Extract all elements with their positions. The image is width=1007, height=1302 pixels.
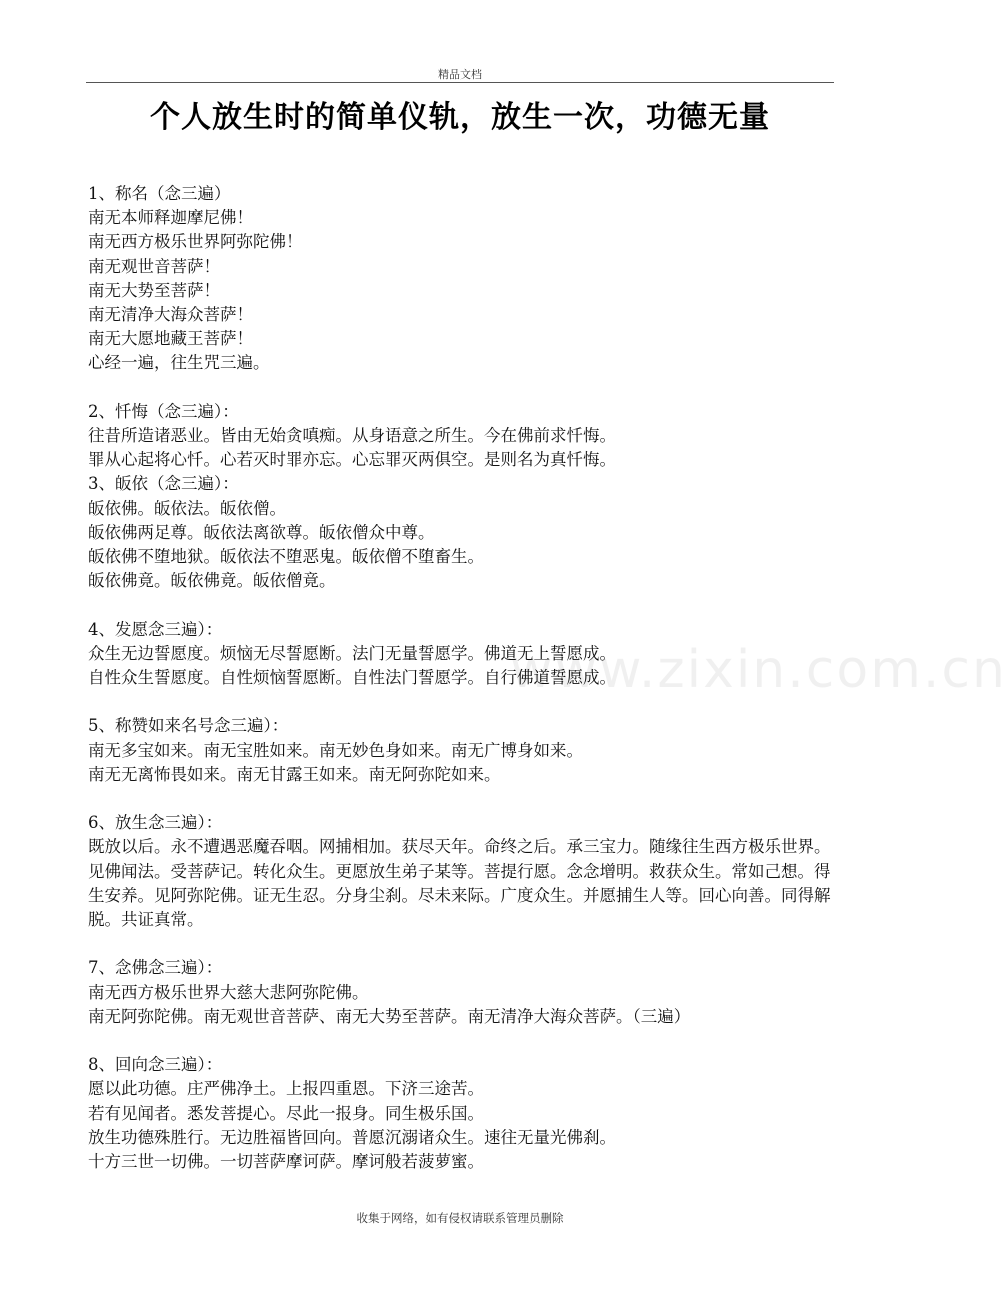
section-5 xyxy=(88,714,838,787)
section-1 xyxy=(88,182,838,376)
section-8 xyxy=(88,1053,838,1174)
text-line: 南无西方极乐世界阿弥陀佛！ xyxy=(88,232,303,252)
section-heading: 2、忏悔（念三遍）： xyxy=(88,401,239,421)
text-line: 皈依佛。皈依法。皈依僧。 xyxy=(88,498,286,518)
section-heading: 8、回向念三遍）： xyxy=(88,1055,223,1075)
section-6 xyxy=(88,811,838,932)
section-2 xyxy=(88,400,838,473)
text-line: 十方三世一切佛。一切菩萨摩诃萨。摩诃般若菠萝蜜。 xyxy=(88,1152,484,1172)
header-divider xyxy=(86,82,834,83)
spacer xyxy=(88,593,838,617)
document-body xyxy=(88,182,838,1174)
document-title: 个人放生时的简单仪轨，放生一次，功德无量 xyxy=(150,100,770,135)
text-line: 皈依佛不堕地狱。皈依法不堕恶鬼。皈依僧不堕畜生。 xyxy=(88,547,484,567)
text-line: 皈依佛竟。皈依佛竟。皈依僧竟。 xyxy=(88,571,336,591)
text-paragraph: 既放以后。永不遭遇恶魔吞咽。网捕相加。获尽天年。命终之后。承三宝力。随缘往生西方极乐世界。见佛闻法。受菩萨记。转化众生。更愿放生弟子某等。菩提行愿。念念增明。救获众生。常如己想。得生安养。见阿弥陀佛。证无生忍。分身尘刹。尽未来际。广度众生。并愿捕生人等。回心向善。同得解脱。共证真常。 xyxy=(88,837,831,930)
text-line: 南无多宝如来。南无宝胜如来。南无妙色身如来。南无广博身如来。 xyxy=(88,740,583,760)
text-line: 南无大势至菩萨！ xyxy=(88,280,220,300)
page-header: 精品文档 xyxy=(438,68,482,81)
text-line: 心经一遍，往生咒三遍。 xyxy=(88,353,270,373)
section-3 xyxy=(88,472,838,593)
section-heading: 7、念佛念三遍）： xyxy=(88,958,223,978)
section-heading: 4、发愿念三遍）： xyxy=(88,619,223,639)
text-line: 放生功德殊胜行。无边胜福皆回向。普愿沉溺诸众生。速往无量光佛刹。 xyxy=(88,1127,616,1147)
section-heading: 5、称赞如来名号念三遍）： xyxy=(88,716,289,736)
section-4 xyxy=(88,618,838,691)
section-7 xyxy=(88,956,838,1029)
text-line: 自性众生誓愿度。自性烦恼誓愿断。自性法门誓愿学。自行佛道誓愿成。 xyxy=(88,668,616,688)
spacer xyxy=(88,376,838,400)
text-line: 南无观世音菩萨！ xyxy=(88,256,220,276)
text-line: 南无本师释迦摩尼佛！ xyxy=(88,208,253,228)
section-heading: 6、放生念三遍）： xyxy=(88,813,223,833)
text-line: 南无大愿地藏王菩萨！ xyxy=(88,329,253,349)
spacer xyxy=(88,787,838,811)
page-footer: 收集于网络，如有侵权请联系管理员删除 xyxy=(356,1211,564,1225)
text-line: 皈依佛两足尊。皈依法离欲尊。皈依僧众中尊。 xyxy=(88,522,435,542)
section-heading: 3、皈依（念三遍）： xyxy=(88,474,239,494)
spacer xyxy=(88,932,838,956)
text-line: 罪从心起将心忏。心若灭时罪亦忘。心忘罪灭两俱空。是则名为真忏悔。 xyxy=(88,450,616,470)
text-line: 南无无离怖畏如来。南无甘露王如来。南无阿弥陀如来。 xyxy=(88,764,501,784)
spacer xyxy=(88,690,838,714)
section-heading: 1、称名（念三遍） xyxy=(88,184,231,203)
text-line: 南无清净大海众菩萨！ xyxy=(88,305,253,325)
text-line: 往昔所造诸恶业。皆由无始贪嗔痴。从身语意之所生。今在佛前求忏悔。 xyxy=(88,426,616,446)
text-line: 若有见闻者。悉发菩提心。尽此一报身。同生极乐国。 xyxy=(88,1103,484,1123)
watermark: www.zixin.com.cn xyxy=(510,640,1007,700)
spacer xyxy=(88,1029,838,1053)
text-line: 南无西方极乐世界大慈大悲阿弥陀佛。 xyxy=(88,982,369,1002)
text-line: 众生无边誓愿度。烦恼无尽誓愿断。法门无量誓愿学。佛道无上誓愿成。 xyxy=(88,643,616,663)
text-line: 愿以此功德。庄严佛净土。上报四重恩。下济三途苦。 xyxy=(88,1079,484,1099)
text-line: 南无阿弥陀佛。南无观世音菩萨、南无大势至菩萨。南无清净大海众菩萨。（三遍） xyxy=(88,1006,691,1026)
